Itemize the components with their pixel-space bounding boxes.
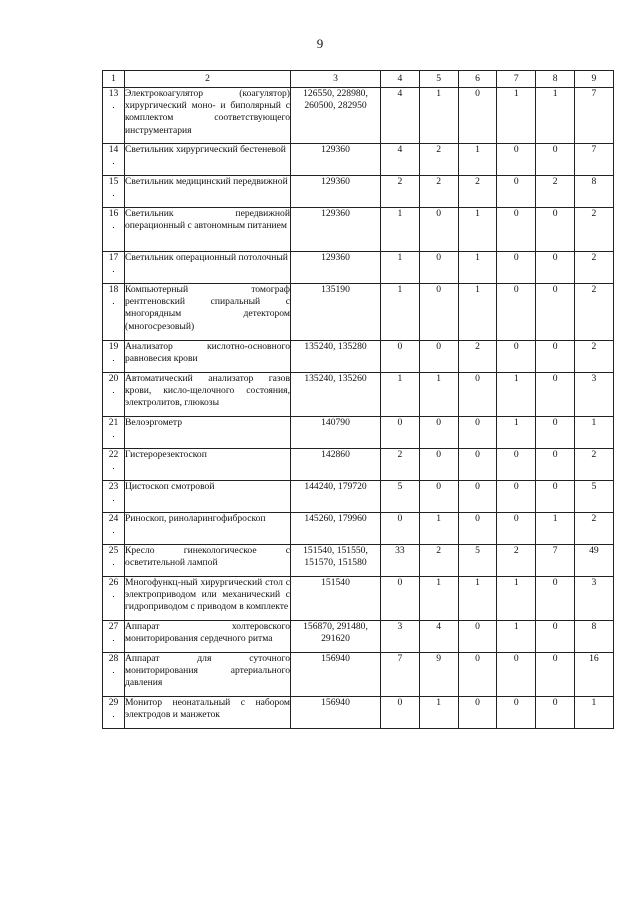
quantity-cell: 2 <box>574 341 613 373</box>
equipment-codes: 144240, 179720 <box>291 481 381 513</box>
quantity-cell: 0 <box>497 176 536 208</box>
table-row <box>103 449 614 481</box>
equipment-name: Анализатор кислотно-основного равновесия крови <box>125 341 291 373</box>
quantity-cell: 3 <box>574 577 613 621</box>
quantity-cell: 0 <box>381 697 420 729</box>
quantity-cell: 2 <box>458 341 497 373</box>
quantity-cell: 3 <box>574 373 613 417</box>
equipment-codes: 135240, 135260 <box>291 373 381 417</box>
quantity-cell: 1 <box>419 88 458 144</box>
quantity-cell: 2 <box>381 449 420 481</box>
quantity-cell: 5 <box>458 545 497 577</box>
quantity-cell: 0 <box>419 252 458 284</box>
equipment-name: Аппарат холтеровского мониторирования сердечного ритма <box>125 621 291 653</box>
row-number: 23 <box>108 481 119 492</box>
row-number-dot: . <box>112 188 115 200</box>
quantity-cell: 7 <box>381 653 420 697</box>
equipment-name: Монитор неонатальный с набором электродов и манжеток <box>125 697 291 729</box>
row-number-dot: . <box>112 429 115 441</box>
row-number: 24 <box>108 513 119 524</box>
quantity-cell: 5 <box>574 481 613 513</box>
row-number-dot: . <box>112 665 115 677</box>
quantity-cell: 0 <box>419 284 458 341</box>
quantity-cell: 1 <box>458 577 497 621</box>
equipment-name: Светильник передвижной операционный с автономным питанием <box>125 208 291 252</box>
row-number: 26 <box>108 577 119 588</box>
row-number-cell <box>103 621 125 653</box>
equipment-codes: 156870, 291480, 291620 <box>291 621 381 653</box>
quantity-cell: 0 <box>458 513 497 545</box>
quantity-cell: 4 <box>381 144 420 176</box>
row-number-dot: . <box>112 589 115 601</box>
quantity-cell: 0 <box>419 417 458 449</box>
quantity-cell: 0 <box>497 697 536 729</box>
table-header-row <box>103 71 614 88</box>
row-number-dot: . <box>112 525 115 537</box>
quantity-cell: 0 <box>381 577 420 621</box>
row-number-cell <box>103 697 125 729</box>
quantity-cell: 1 <box>536 88 575 144</box>
quantity-cell: 2 <box>574 449 613 481</box>
quantity-cell: 0 <box>419 208 458 252</box>
quantity-cell: 0 <box>419 481 458 513</box>
quantity-cell: 1 <box>458 144 497 176</box>
row-number-cell <box>103 373 125 417</box>
quantity-cell: 2 <box>419 545 458 577</box>
quantity-cell: 8 <box>574 176 613 208</box>
row-number-cell <box>103 144 125 176</box>
row-number-dot: . <box>112 557 115 569</box>
quantity-cell: 1 <box>497 417 536 449</box>
equipment-name: Риноскоп, риноларингофиброскоп <box>125 513 291 545</box>
row-number-dot: . <box>112 353 115 365</box>
quantity-cell: 0 <box>419 341 458 373</box>
quantity-cell: 0 <box>381 341 420 373</box>
quantity-cell: 1 <box>497 577 536 621</box>
header-cell: 7 <box>497 71 536 88</box>
row-number-dot: . <box>112 264 115 276</box>
quantity-cell: 1 <box>497 621 536 653</box>
row-number: 18 <box>108 284 119 295</box>
quantity-cell: 7 <box>536 545 575 577</box>
table-row <box>103 252 614 284</box>
quantity-cell: 2 <box>419 144 458 176</box>
row-number-cell <box>103 284 125 341</box>
quantity-cell: 2 <box>574 513 613 545</box>
table-row <box>103 577 614 621</box>
quantity-cell: 3 <box>381 621 420 653</box>
equipment-codes: 156940 <box>291 697 381 729</box>
row-number-cell <box>103 208 125 252</box>
quantity-cell: 0 <box>497 653 536 697</box>
table-row <box>103 284 614 341</box>
page-number: 9 <box>316 36 324 51</box>
row-number: 28 <box>108 653 119 664</box>
row-number: 27 <box>108 621 119 632</box>
equipment-codes: 145260, 179960 <box>291 513 381 545</box>
table-row <box>103 621 614 653</box>
quantity-cell: 2 <box>381 176 420 208</box>
table-row <box>103 341 614 373</box>
quantity-cell: 0 <box>536 481 575 513</box>
table-row <box>103 513 614 545</box>
equipment-codes: 151540, 151550, 151570, 151580 <box>291 545 381 577</box>
quantity-cell: 2 <box>574 252 613 284</box>
quantity-cell: 0 <box>419 449 458 481</box>
row-number-cell <box>103 653 125 697</box>
quantity-cell: 16 <box>574 653 613 697</box>
quantity-cell: 0 <box>458 697 497 729</box>
row-number-cell <box>103 88 125 144</box>
quantity-cell: 0 <box>536 341 575 373</box>
equipment-name: Автоматический анализатор газов крови, кисло-щелочного состояния, электролитов, глюкозы <box>125 373 291 417</box>
equipment-codes: 142860 <box>291 449 381 481</box>
equipment-name: Аппарат для суточного мониторирования артериального давления <box>125 653 291 697</box>
row-number-dot: . <box>112 156 115 168</box>
quantity-cell: 0 <box>458 481 497 513</box>
equipment-name: Электрокоагулятор (коагулятор) хирургический моно- и биполярный с комплектом соответствующего инструментария <box>125 88 291 144</box>
equipment-name: Велоэргометр <box>125 417 291 449</box>
quantity-cell: 0 <box>497 481 536 513</box>
header-cell: 8 <box>536 71 575 88</box>
table-row <box>103 481 614 513</box>
quantity-cell: 0 <box>536 621 575 653</box>
table-row <box>103 697 614 729</box>
quantity-cell: 2 <box>419 176 458 208</box>
quantity-cell: 0 <box>458 449 497 481</box>
row-number: 13 <box>108 88 119 99</box>
equipment-codes: 129360 <box>291 252 381 284</box>
quantity-cell: 1 <box>381 208 420 252</box>
header-cell: 4 <box>381 71 420 88</box>
quantity-cell: 9 <box>419 653 458 697</box>
quantity-cell: 2 <box>574 284 613 341</box>
quantity-cell: 2 <box>497 545 536 577</box>
quantity-cell: 0 <box>381 417 420 449</box>
row-number-dot: . <box>112 633 115 645</box>
equipment-codes: 135190 <box>291 284 381 341</box>
row-number-dot: . <box>112 296 115 308</box>
row-number: 19 <box>108 341 119 352</box>
quantity-cell: 1 <box>497 373 536 417</box>
row-number-cell <box>103 176 125 208</box>
row-number-dot: . <box>112 220 115 232</box>
header-cell: 3 <box>291 71 381 88</box>
row-number-cell <box>103 481 125 513</box>
row-number-dot: . <box>112 493 115 505</box>
equipment-name: Многофункц-ный хирургический стол с электроприводом или механический с гидроприводом с приводом в комплекте <box>125 577 291 621</box>
quantity-cell: 0 <box>536 577 575 621</box>
quantity-cell: 0 <box>458 653 497 697</box>
quantity-cell: 0 <box>458 417 497 449</box>
quantity-cell: 0 <box>497 341 536 373</box>
row-number-cell <box>103 341 125 373</box>
row-number-cell <box>103 417 125 449</box>
quantity-cell: 0 <box>458 88 497 144</box>
equipment-codes: 126550, 228980, 260500, 282950 <box>291 88 381 144</box>
row-number: 22 <box>108 449 119 460</box>
quantity-cell: 1 <box>536 513 575 545</box>
quantity-cell: 0 <box>536 697 575 729</box>
quantity-cell: 5 <box>381 481 420 513</box>
quantity-cell: 1 <box>458 284 497 341</box>
row-number: 15 <box>108 176 119 187</box>
quantity-cell: 1 <box>419 697 458 729</box>
equipment-codes: 129360 <box>291 208 381 252</box>
table-row <box>103 373 614 417</box>
quantity-cell: 2 <box>536 176 575 208</box>
equipment-name: Светильник операционный потолочный <box>125 252 291 284</box>
quantity-cell: 1 <box>497 88 536 144</box>
row-number-dot: . <box>112 100 115 112</box>
table-row <box>103 208 614 252</box>
table-row <box>103 88 614 144</box>
row-number: 20 <box>108 373 119 384</box>
table-row <box>103 545 614 577</box>
quantity-cell: 0 <box>381 513 420 545</box>
quantity-cell: 0 <box>497 144 536 176</box>
quantity-cell: 1 <box>574 697 613 729</box>
equipment-name: Кресло гинекологическое с осветительной лампой <box>125 545 291 577</box>
row-number-dot: . <box>112 709 115 721</box>
table-row <box>103 176 614 208</box>
quantity-cell: 0 <box>536 284 575 341</box>
quantity-cell: 2 <box>458 176 497 208</box>
equipment-name: Гистерорезектоскоп <box>125 449 291 481</box>
row-number-cell <box>103 513 125 545</box>
quantity-cell: 0 <box>497 449 536 481</box>
quantity-cell: 1 <box>574 417 613 449</box>
row-number: 25 <box>108 545 119 556</box>
row-number-dot: . <box>112 385 115 397</box>
quantity-cell: 7 <box>574 144 613 176</box>
table-row <box>103 653 614 697</box>
row-number-cell <box>103 577 125 621</box>
row-number-dot: . <box>112 461 115 473</box>
quantity-cell: 1 <box>419 373 458 417</box>
quantity-cell: 1 <box>381 373 420 417</box>
quantity-cell: 0 <box>458 373 497 417</box>
equipment-name: Светильник хирургический бестеневой <box>125 144 291 176</box>
quantity-cell: 0 <box>497 284 536 341</box>
row-number-cell <box>103 252 125 284</box>
row-number: 21 <box>108 417 119 428</box>
row-number: 17 <box>108 252 119 263</box>
header-cell: 5 <box>419 71 458 88</box>
quantity-cell: 8 <box>574 621 613 653</box>
table-row <box>103 417 614 449</box>
equipment-codes: 156940 <box>291 653 381 697</box>
quantity-cell: 4 <box>419 621 458 653</box>
quantity-cell: 1 <box>381 284 420 341</box>
quantity-cell: 0 <box>497 252 536 284</box>
quantity-cell: 33 <box>381 545 420 577</box>
quantity-cell: 0 <box>536 653 575 697</box>
quantity-cell: 0 <box>536 252 575 284</box>
quantity-cell: 2 <box>574 208 613 252</box>
equipment-name: Компьютерный томограф рентгеновский спиральный с многорядным детектором (многосрезовый) <box>125 284 291 341</box>
equipment-name: Цистоскоп смотровой <box>125 481 291 513</box>
row-number: 29 <box>108 697 119 708</box>
equipment-name: Светильник медицинский передвижной <box>125 176 291 208</box>
quantity-cell: 0 <box>458 621 497 653</box>
header-cell: 1 <box>103 71 125 88</box>
equipment-codes: 151540 <box>291 577 381 621</box>
quantity-cell: 4 <box>381 88 420 144</box>
quantity-cell: 1 <box>381 252 420 284</box>
quantity-cell: 0 <box>497 513 536 545</box>
header-cell: 6 <box>458 71 497 88</box>
row-number-cell <box>103 545 125 577</box>
row-number: 16 <box>108 208 119 219</box>
quantity-cell: 1 <box>458 208 497 252</box>
quantity-cell: 0 <box>536 144 575 176</box>
quantity-cell: 0 <box>497 208 536 252</box>
header-cell: 9 <box>574 71 613 88</box>
quantity-cell: 0 <box>536 449 575 481</box>
quantity-cell: 1 <box>458 252 497 284</box>
equipment-codes: 129360 <box>291 176 381 208</box>
equipment-codes: 135240, 135280 <box>291 341 381 373</box>
quantity-cell: 0 <box>536 208 575 252</box>
equipment-table <box>102 70 614 729</box>
quantity-cell: 1 <box>419 513 458 545</box>
equipment-codes: 129360 <box>291 144 381 176</box>
header-cell: 2 <box>125 71 291 88</box>
quantity-cell: 49 <box>574 545 613 577</box>
row-number-cell <box>103 449 125 481</box>
table-row <box>103 144 614 176</box>
quantity-cell: 0 <box>536 373 575 417</box>
row-number: 14 <box>108 144 119 155</box>
quantity-cell: 7 <box>574 88 613 144</box>
equipment-codes: 140790 <box>291 417 381 449</box>
quantity-cell: 0 <box>536 417 575 449</box>
quantity-cell: 1 <box>419 577 458 621</box>
